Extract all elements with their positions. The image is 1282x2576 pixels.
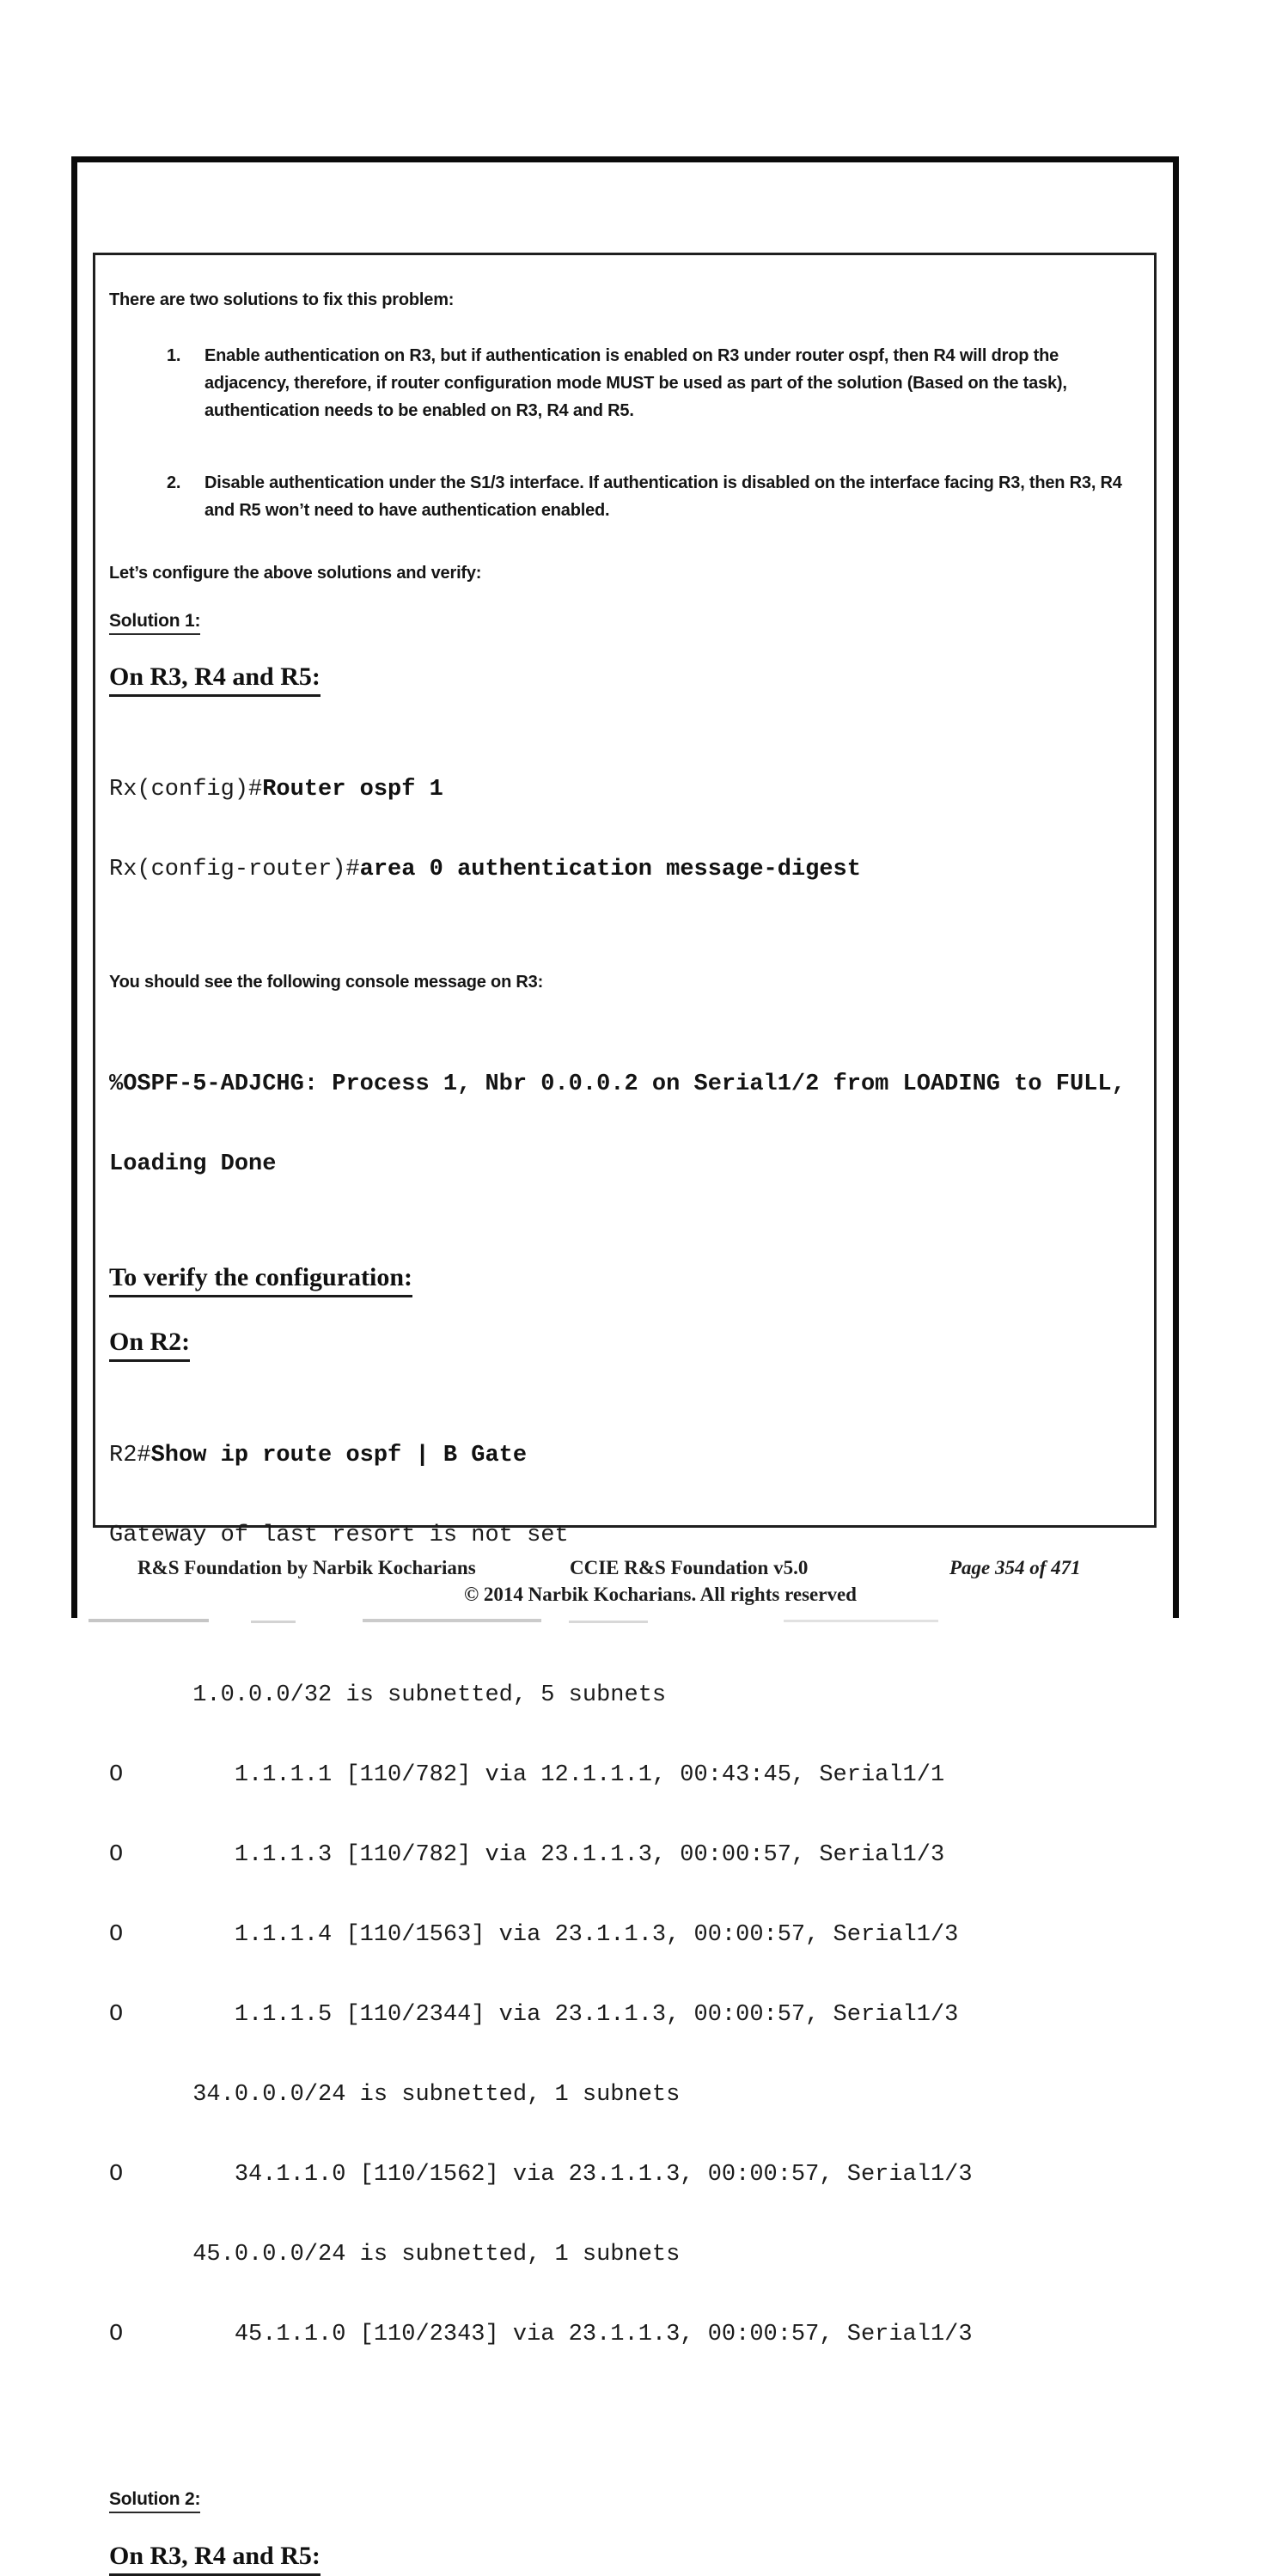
r2-output-block (109, 1389, 1139, 2455)
route-line: 1.0.0.0/32 is subnetted, 5 subnets (109, 1682, 667, 1708)
route-line: 34.0.0.0/24 is subnetted, 1 subnets (109, 2082, 681, 2108)
list-item-1-number: 1. (167, 346, 181, 365)
cli-line-show-ip-route (109, 1443, 1139, 1469)
scan-artifact (569, 1621, 648, 1623)
route-line: 45.0.0.0/24 is subnetted, 1 subnets (109, 2242, 681, 2268)
cli-config-block (109, 723, 1139, 937)
route-line: O 1.1.1.1 [110/782] via 12.1.1.1, 00:43:45, Serial1/1 (109, 1762, 945, 1788)
scan-artifact (784, 1620, 938, 1622)
verify-heading: To verify the configuration: (109, 1261, 1139, 1297)
cli-prompt: Rx(config)# (109, 777, 263, 803)
route-line: O 1.1.1.5 [110/2344] via 23.1.1.3, 00:00:57, Serial1/3 (109, 2002, 959, 2028)
console-message-block (109, 1018, 1139, 1231)
intro-paragraph: There are two solutions to fix this problem: (109, 290, 455, 309)
heading-on-r3-r4-r5-second: On R3, R4 and R5: (109, 2540, 1139, 2576)
cli-command: area 0 authentication message-digest (359, 857, 861, 882)
on-r2-heading: On R2: (109, 1326, 1139, 1362)
lets-configure-note: Let’s configure the above solutions and verify: (109, 564, 482, 583)
solution-1-label: Solution 1: (109, 611, 200, 635)
route-line: O 1.1.1.4 [110/1563] via 23.1.1.3, 00:00:57, Serial1/3 (109, 1922, 959, 1948)
cli-command: Router ospf 1 (262, 777, 443, 803)
route-line: O 45.1.1.0 [110/2343] via 23.1.1.3, 00:00:57, Serial1/3 (109, 2322, 973, 2347)
solution-2-label: Solution 2: (109, 2489, 200, 2513)
cli-prompt: Rx(config-router)# (109, 857, 360, 882)
footer-title: CCIE R&S Foundation v5.0 (570, 1557, 809, 1578)
route-line: O 1.1.1.3 [110/782] via 23.1.1.3, 00:00:57, Serial1/3 (109, 1842, 945, 1868)
list-item-2-number: 2. (167, 473, 181, 492)
route-line: O 34.1.1.0 [110/1562] via 23.1.1.3, 00:00:57, Serial1/3 (109, 2162, 973, 2188)
scan-artifact (363, 1619, 541, 1622)
outer-page-border (71, 156, 1179, 2570)
list-item-2-text: Disable authentication under the S1/3 interface. If authentication is disabled on the interface facing R3, then R3, R4 and R5 won’t need to have authentication enabled. (205, 473, 1122, 520)
list-item-1 (109, 342, 1139, 424)
footer-copyright: © 2014 Narbik Kocharians. All rights reserved (464, 1584, 857, 1605)
page-footer (71, 1557, 1179, 1617)
heading-on-r3-r4-r5-first: On R3, R4 and R5: (109, 661, 1139, 697)
scan-artifact (251, 1621, 296, 1623)
cli-line-area-auth (109, 857, 1139, 883)
list-item-1-text: Enable authentication on R3, but if authentication is enabled on R3 under router ospf, then R4 will drop the adjacency, therefore, if router configuration mode MUST be used as part of the solution (Based on the task), authentication needs to be enabled on R3, R4 and R5. (205, 346, 1067, 420)
footer-page-number: Page 354 of 471 (949, 1557, 1081, 1578)
scan-artifact (89, 1619, 209, 1622)
cli-command: Show ip route ospf | B Gate (150, 1443, 528, 1468)
footer-author: R&S Foundation by Narbik Kocharians (137, 1557, 476, 1578)
console-message-line-1: %OSPF-5-ADJCHG: Process 1, Nbr 0.0.0.2 on Serial1/2 from LOADING to FULL, (109, 1071, 1126, 1097)
route-table (109, 1629, 1139, 2402)
gateway-line: Gateway of last resort is not set (109, 1523, 569, 1548)
cli-prompt: R2# (109, 1443, 151, 1468)
console-note: You should see the following console message on R3: (109, 973, 544, 992)
list-item-2 (109, 469, 1139, 524)
cli-line-router-ospf (109, 777, 1139, 803)
console-message-line-2: Loading Done (109, 1151, 277, 1177)
